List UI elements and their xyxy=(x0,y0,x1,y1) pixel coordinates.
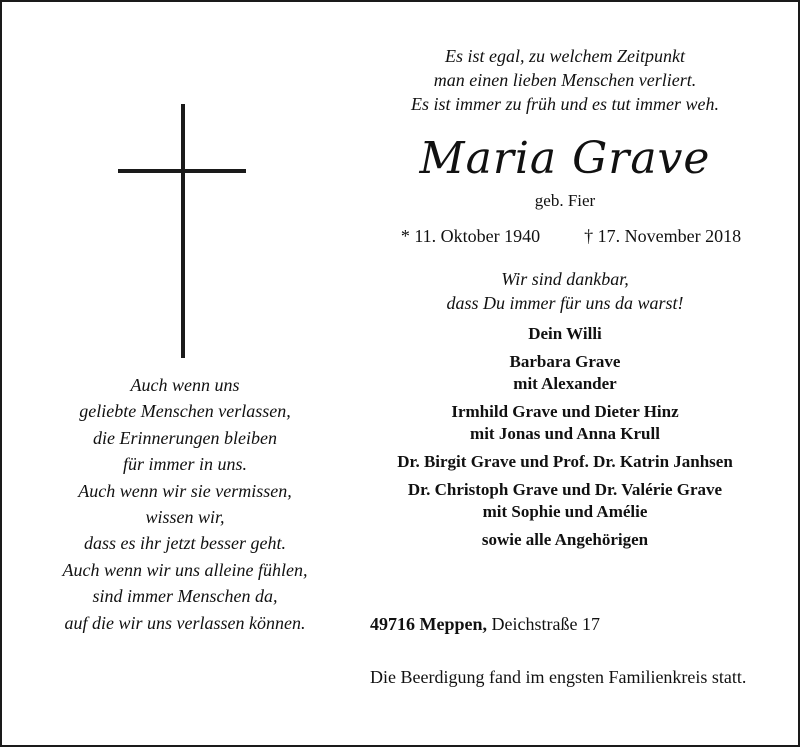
mourner-line: mit Alexander xyxy=(513,374,617,393)
mourner-line: mit Jonas und Anna Krull xyxy=(470,424,660,443)
mourner-line: Barbara Grave xyxy=(509,352,621,371)
gratitude-line: dass Du immer für uns da warst! xyxy=(446,293,684,313)
mourner-group xyxy=(355,323,775,345)
mourner-group xyxy=(355,529,775,551)
poem-line: dass es ihr jetzt besser geht. xyxy=(84,533,286,554)
poem-line: Auch wenn uns xyxy=(130,375,240,395)
cross-vertical-bar xyxy=(181,104,185,358)
burial-note: Die Beerdigung fand im engsten Familienkreis statt. xyxy=(370,667,747,687)
address-street: Deichstraße 17 xyxy=(491,614,600,634)
christian-cross-icon xyxy=(118,104,246,358)
family-address xyxy=(370,612,600,636)
gratitude-line: Wir sind dankbar, xyxy=(501,269,629,289)
mourner-group xyxy=(355,451,775,473)
quote-line: Es ist immer zu früh und es tut immer weh. xyxy=(411,94,719,114)
deceased-name: Maria Grave xyxy=(419,133,711,184)
mourner-group xyxy=(355,479,775,523)
mourner-line: Dr. Birgit Grave und Prof. Dr. Katrin Janhsen xyxy=(397,452,733,471)
opening-quote xyxy=(355,44,775,116)
gratitude-text xyxy=(355,267,775,315)
mourner-group xyxy=(355,351,775,395)
poem-line: für immer in uns. xyxy=(122,454,247,475)
death-date: † 17. November 2018 xyxy=(584,226,742,246)
memorial-poem xyxy=(20,372,350,636)
poem-line: Auch wenn wir uns alleine fühlen, xyxy=(62,559,308,580)
poem-line: sind immer Menschen da, xyxy=(92,586,278,607)
poem-line: wissen wir, xyxy=(145,507,225,528)
quote-line: Es ist egal, zu welchem Zeitpunkt xyxy=(445,46,685,66)
mourners-list xyxy=(355,323,775,551)
poem-line: auf die wir uns verlassen können. xyxy=(64,612,306,633)
address-city: 49716 Meppen, xyxy=(370,614,487,634)
life-dates xyxy=(367,224,775,248)
mourner-line: sowie alle Angehörigen xyxy=(481,530,649,549)
mourner-line: Dein Willi xyxy=(528,324,602,343)
poem-line: Auch wenn wir sie vermissen, xyxy=(78,480,292,501)
poem-line: geliebte Menschen verlassen, xyxy=(79,401,291,422)
birth-date: * 11. Oktober 1940 xyxy=(400,226,541,246)
poem-line: die Erinnerungen bleiben xyxy=(93,427,277,448)
birth-name: geb. Fier xyxy=(534,191,596,210)
mourner-line: mit Sophie und Amélie xyxy=(482,502,648,521)
mourner-line: Irmhild Grave und Dieter Hinz xyxy=(451,402,679,421)
cross-horizontal-bar xyxy=(118,169,246,173)
obituary-main xyxy=(355,44,775,557)
quote-line: man einen lieben Menschen verliert. xyxy=(433,70,697,90)
mourner-group xyxy=(355,401,775,445)
mourner-line: Dr. Christoph Grave und Dr. Valérie Grave xyxy=(407,480,723,499)
